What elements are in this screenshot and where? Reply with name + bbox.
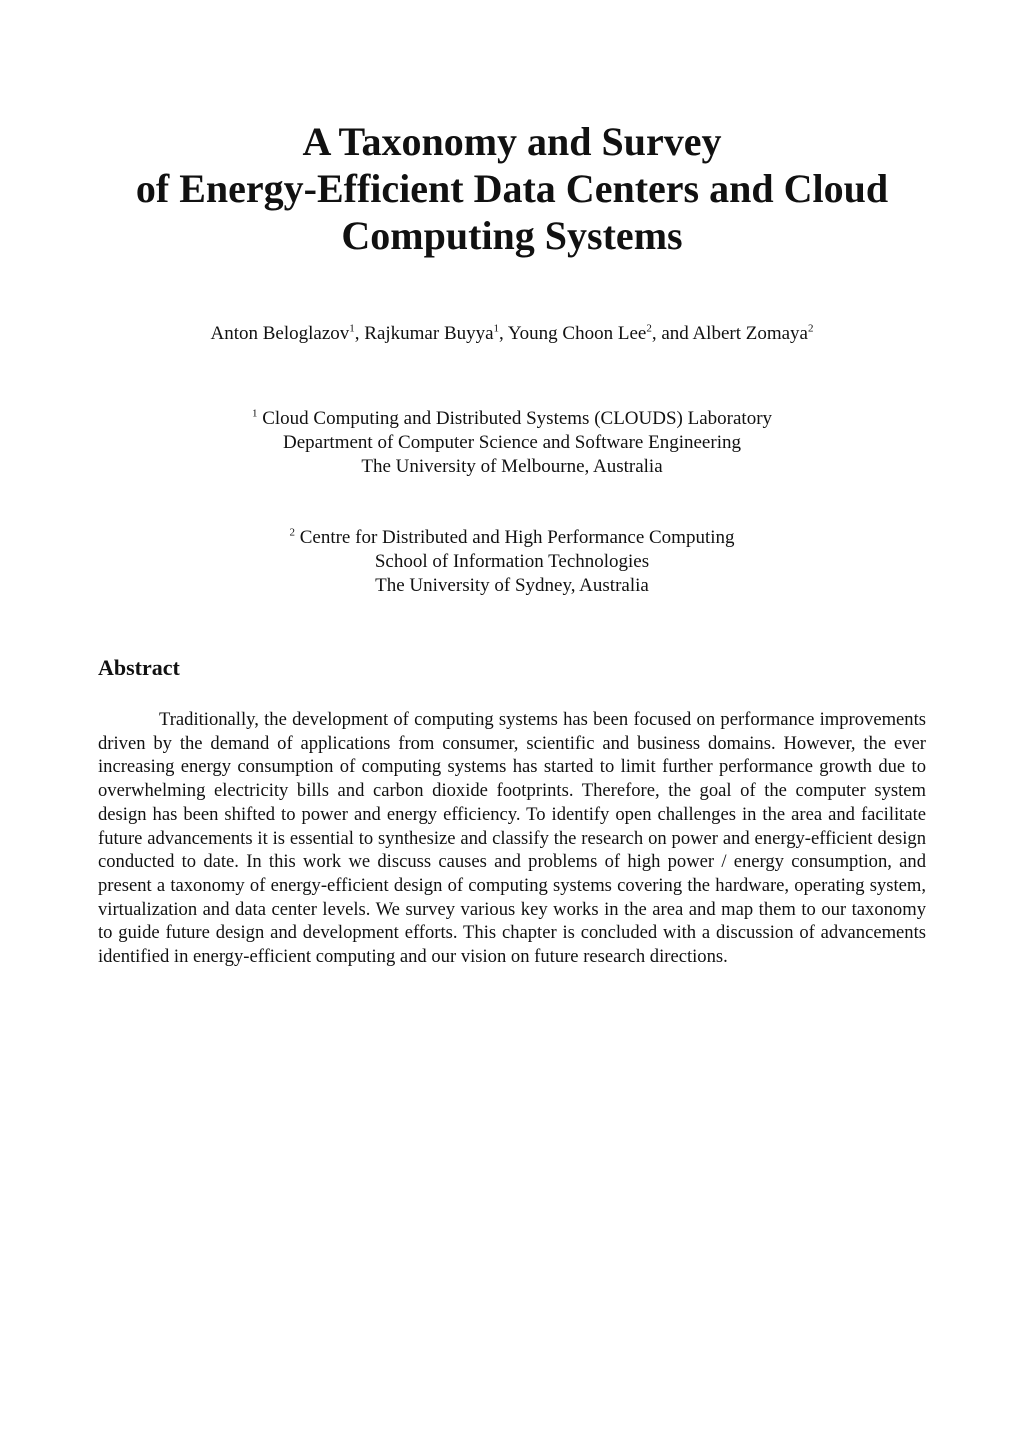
affiliation-line: $^1$ Cloud Computing and Distributed Systems (CLOUDS) Laboratory bbox=[251, 407, 773, 429]
title-line-1: A Taxonomy and Survey bbox=[302, 119, 722, 164]
author-name: Anton Beloglazov bbox=[210, 323, 350, 344]
author-list bbox=[0, 322, 1024, 346]
author-affil-mark: 2 bbox=[808, 322, 814, 335]
author-name: Rajkumar Buyya bbox=[364, 323, 494, 344]
author-separator: , and bbox=[651, 323, 693, 344]
affiliation-2 bbox=[0, 526, 1024, 598]
author-name: Albert Zomaya bbox=[692, 323, 808, 344]
abstract-body: Traditionally, the development of computing systems has been focused on performance improvements driven by the demand of applications from consumer, scientific and business domains. However, the ever increasing energy consumption of computing systems has started to limit further performance growth due to overwhelming electricity bills and carbon dioxide footprints. Therefore, the goal of the computer system design has been shifted to power and energy efficiency. To identify open challenges in the area and facilitate future advancements it is essential to synthesize and classify the research on power and energy-efficient design conducted to date. In this work we discuss causes and problems of high power / energy consumption, and present a taxonomy of energy-efficient design of computing systems covering the hardware, operating system, virtualization and data center levels. We survey various key works in the area and map them to our taxonomy to guide future design and development efforts. This chapter is concluded with a discussion of advancements identified in energy-efficient computing and our vision on future research directions. bbox=[98, 709, 926, 968]
author-affil-mark: 1 bbox=[349, 322, 355, 335]
author-name: Young Choon Lee bbox=[507, 323, 647, 344]
author-affil-mark: 2 bbox=[646, 322, 652, 335]
affiliation-line: $^2$ Centre for Distributed and High Performance Computing bbox=[289, 526, 735, 548]
affiliation-line: School of Information Technologies bbox=[374, 551, 650, 572]
affiliation-line: The University of Melbourne, Australia bbox=[361, 456, 663, 477]
affiliation-mark: 1 bbox=[251, 407, 258, 420]
title-line-2: of Energy-Efficient Data Centers and Cloud bbox=[135, 166, 889, 211]
author-separator: , bbox=[499, 323, 508, 344]
title-line-3: Computing Systems bbox=[341, 213, 683, 258]
affiliation-1 bbox=[0, 407, 1024, 479]
author-separator: , bbox=[354, 323, 365, 344]
affiliation-line: The University of Sydney, Australia bbox=[375, 575, 649, 596]
affiliation-line: Department of Computer Science and Software Engineering bbox=[283, 432, 741, 453]
abstract-heading: Abstract bbox=[98, 655, 180, 680]
paper-title bbox=[0, 118, 1024, 259]
author-affil-mark: 1 bbox=[493, 322, 500, 335]
affiliation-mark: 2 bbox=[289, 526, 295, 539]
